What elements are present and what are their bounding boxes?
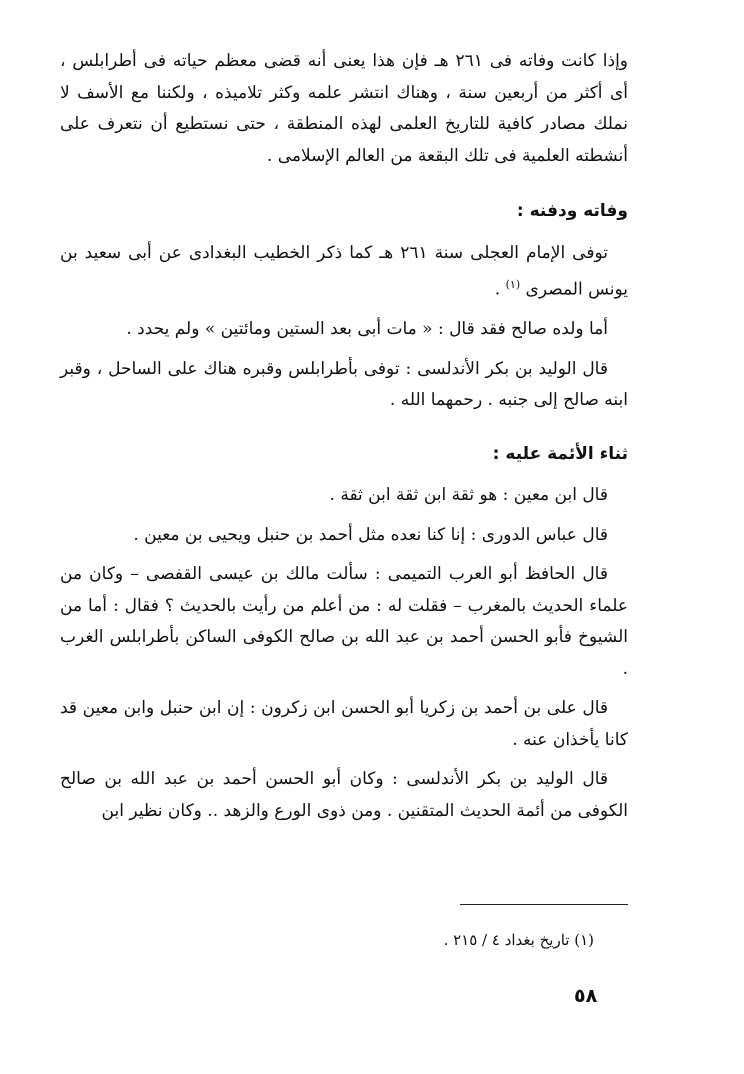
death-paragraph-1-text: توفى الإمام العجلى سنة ٢٦١ هـ كما ذكر الخطيب البغدادى عن أبى سعيد بن يونس المصرى	[60, 242, 628, 300]
footnote-marker: (١)	[505, 278, 521, 291]
intro-paragraph: وإذا كانت وفاته فى ٢٦١ هـ فإن هذا يعنى أنه قضى معظم حياته فى أطرابلس ، أى أكثر من أربعين سنة ، وهناك انتشر علمه وكثر تلاميذه ، ولكننا مع الأسف لا نملك مصادر كافية للتاريخ العلمى لهذه المنطقة ، حتى نستطيع أن نتعرف على أنشطته العلمية فى تلك البقعة من العالم الإسلامى .	[60, 51, 629, 166]
death-paragraph-2: أما ولده صالح فقد قال : « مات أبى بعد الستين ومائتين » ولم يحدد .	[126, 319, 608, 340]
footnote-divider	[460, 904, 628, 905]
praise-paragraph-1: قال ابن معين : هو ثقة ابن ثقة ابن ثقة .	[329, 485, 608, 506]
page-body	[60, 46, 628, 1046]
death-paragraph-1-end: .	[494, 279, 506, 300]
praise-paragraph-5: قال الوليد بن بكر الأندلسى : وكان أبو الحسن أحمد بن عبد الله بن صالح الكوفى من أئمة الحديث المتقنين . ومن ذوى الورع والزهد .. وكان نظير ابن	[60, 769, 628, 821]
praise-paragraph-2: قال عباس الدورى : إنا كنا نعده مثل أحمد بن حنبل ويحيى بن معين .	[133, 524, 608, 545]
heading-praise: ثناء الأئمة عليه :	[492, 443, 628, 464]
death-paragraph-3: قال الوليد بن بكر الأندلسى : توفى بأطرابلس وقبره هناك على الساحل ، وقبر ابنه صالح إلى جنبه . رحمهما الله .	[60, 358, 628, 411]
page-number: ٥٨	[574, 985, 598, 1007]
praise-paragraph-4: قال على بن أحمد بن زكريا أبو الحسن ابن زكرون : إن ابن حنبل وابن معين قد كانا يأخذان عنه .	[60, 698, 628, 750]
heading-death-burial: وفاته ودفنه :	[516, 201, 628, 221]
footnote-text: (١) تاريخ بغداد ٤ / ٢١٥ .	[443, 931, 594, 949]
praise-paragraph-3: قال الحافظ أبو العرب التميمى : سألت مالك بن عيسى القفصى – وكان من علماء الحديث بالمغرب – فقلت له : من أعلم من رأيت بالحديث ؟ فقال : أما من الشيوخ فأبو الحسن أحمد بن عبد الله بن صالح الكوفى الساكن بأطرابلس الغرب .	[60, 564, 628, 679]
death-paragraph-1	[60, 238, 628, 307]
